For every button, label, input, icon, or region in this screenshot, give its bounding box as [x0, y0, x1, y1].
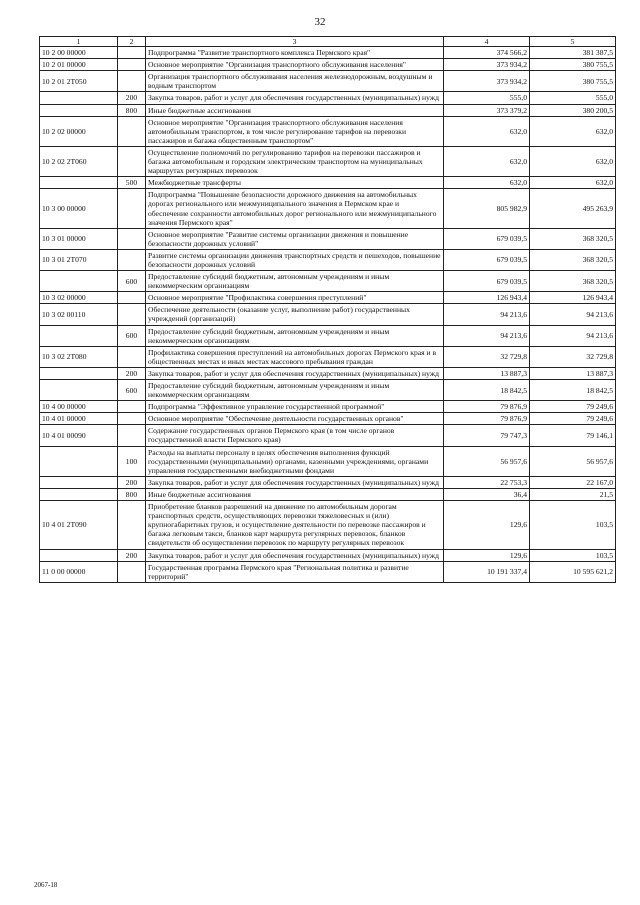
- table-row: [40, 549, 616, 561]
- row-expense-type: 800: [118, 488, 146, 500]
- row-code: 10 3 01 2Т070: [40, 249, 118, 270]
- row-code: [40, 104, 118, 116]
- row-amount-2: 368 320,5: [530, 228, 616, 249]
- table-row: [40, 413, 616, 425]
- table-row: [40, 228, 616, 249]
- table-header-row: [40, 37, 616, 47]
- row-expense-type: [118, 401, 146, 413]
- table-body: [40, 47, 616, 583]
- row-name: Профилактика совершения преступлений на автомобильных дорогах Пермского края и в общественных местах и иных местах массового пребывания граждан: [146, 346, 444, 367]
- row-name: Предоставление субсидий бюджетным, автономным учреждениям и иным некоммерческим организациям: [146, 325, 444, 346]
- row-expense-type: [118, 47, 146, 59]
- row-expense-type: 600: [118, 325, 146, 346]
- row-name: Закупка товаров, работ и услуг для обеспечения государственных (муниципальных) нужд: [146, 367, 444, 379]
- table-row: [40, 116, 616, 146]
- row-amount-1: 79 876,9: [444, 401, 530, 413]
- row-expense-type: [118, 346, 146, 367]
- row-expense-type: 600: [118, 271, 146, 292]
- row-name: Предоставление субсидий бюджетным, автономным учреждениям и иным некоммерческим организациям: [146, 380, 444, 401]
- row-code: [40, 325, 118, 346]
- row-amount-1: 374 566,2: [444, 47, 530, 59]
- row-expense-type: [118, 189, 146, 228]
- table-row: [40, 304, 616, 325]
- row-amount-2: 79 249,6: [530, 401, 616, 413]
- row-name: Государственная программа Пермского края "Региональная политика и развитие территорий": [146, 561, 444, 582]
- budget-table: [39, 36, 616, 583]
- row-amount-1: 679 039,5: [444, 271, 530, 292]
- row-amount-2: 22 167,0: [530, 476, 616, 488]
- row-code: 10 3 02 00110: [40, 304, 118, 325]
- row-amount-1: 679 039,5: [444, 228, 530, 249]
- row-amount-2: 79 249,6: [530, 413, 616, 425]
- row-amount-1: 18 842,5: [444, 380, 530, 401]
- row-amount-2: 495 263,9: [530, 189, 616, 228]
- row-expense-type: [118, 116, 146, 146]
- row-amount-1: 679 039,5: [444, 249, 530, 270]
- row-amount-2: 380 755,5: [530, 59, 616, 71]
- row-expense-type: [118, 146, 146, 176]
- row-code: [40, 177, 118, 189]
- row-amount-1: 632,0: [444, 146, 530, 176]
- row-expense-type: [118, 304, 146, 325]
- row-expense-type: 200: [118, 476, 146, 488]
- row-amount-1: 555,0: [444, 92, 530, 104]
- row-name: Подпрограмма "Эффективное управление государственной программой": [146, 401, 444, 413]
- row-amount-2: 555,0: [530, 92, 616, 104]
- row-expense-type: 100: [118, 446, 146, 476]
- footer-document-code: 2067-18: [34, 881, 58, 889]
- row-code: 10 4 01 00090: [40, 425, 118, 446]
- row-amount-2: 126 943,4: [530, 292, 616, 304]
- table-row: [40, 346, 616, 367]
- row-amount-1: 129,6: [444, 549, 530, 561]
- row-expense-type: [118, 228, 146, 249]
- row-amount-2: 381 387,5: [530, 47, 616, 59]
- row-amount-2: 79 146,1: [530, 425, 616, 446]
- table-row: [40, 476, 616, 488]
- row-expense-type: 600: [118, 380, 146, 401]
- row-amount-2: 368 320,5: [530, 271, 616, 292]
- row-expense-type: [118, 413, 146, 425]
- row-expense-type: [118, 292, 146, 304]
- row-amount-1: 13 887,3: [444, 367, 530, 379]
- table-row: [40, 271, 616, 292]
- row-expense-type: 200: [118, 367, 146, 379]
- table-row: [40, 189, 616, 228]
- row-amount-1: 373 934,2: [444, 71, 530, 92]
- row-name: Основное мероприятие "Обеспечение деятельности государственных органов": [146, 413, 444, 425]
- table-row: [40, 325, 616, 346]
- row-name: Иные бюджетные ассигнования: [146, 104, 444, 116]
- row-expense-type: [118, 71, 146, 92]
- table-row: [40, 249, 616, 270]
- table-row: [40, 446, 616, 476]
- table-row: [40, 367, 616, 379]
- table-row: [40, 59, 616, 71]
- row-name: Содержание государственных органов Пермского края (в том числе органов государственной власти Пермского края): [146, 425, 444, 446]
- row-amount-1: 129,6: [444, 501, 530, 549]
- row-name: Основное мероприятие "Развитие системы организации движения и повышение безопасности дорожных условий": [146, 228, 444, 249]
- row-expense-type: 200: [118, 549, 146, 561]
- row-expense-type: [118, 501, 146, 549]
- row-name: Основное мероприятие "Организация транспортного обслуживания населения": [146, 59, 444, 71]
- row-code: 10 4 01 00000: [40, 413, 118, 425]
- row-name: Основное мероприятие "Организация транспортного обслуживания населения автомобильным транспортом, в том числе регулирование тарифов на перевозки пассажиров и багажа общественным транспортом": [146, 116, 444, 146]
- table-row: [40, 401, 616, 413]
- column-header-amount-1: 4: [444, 37, 530, 47]
- row-amount-1: 632,0: [444, 177, 530, 189]
- column-header-amount-2: 5: [530, 37, 616, 47]
- row-amount-1: 94 213,6: [444, 325, 530, 346]
- row-expense-type: 200: [118, 92, 146, 104]
- table-row: [40, 380, 616, 401]
- row-expense-type: 800: [118, 104, 146, 116]
- row-amount-1: 632,0: [444, 116, 530, 146]
- row-name: Расходы на выплаты персоналу в целях обеспечения выполнения функций государственными (муниципальными) органами, казенными учреждениями, органами управления государственными внебюджетными фондами: [146, 446, 444, 476]
- row-code: [40, 271, 118, 292]
- row-amount-2: 18 842,5: [530, 380, 616, 401]
- row-amount-1: 36,4: [444, 488, 530, 500]
- row-expense-type: [118, 425, 146, 446]
- row-name: Иные бюджетные ассигнования: [146, 488, 444, 500]
- row-expense-type: 500: [118, 177, 146, 189]
- table-row: [40, 561, 616, 582]
- row-amount-2: 10 595 621,2: [530, 561, 616, 582]
- row-amount-2: 632,0: [530, 116, 616, 146]
- row-code: 10 3 01 00000: [40, 228, 118, 249]
- table-row: [40, 146, 616, 176]
- table-row: [40, 425, 616, 446]
- row-name: Основное мероприятие "Профилактика совершения преступлений": [146, 292, 444, 304]
- row-amount-1: 373 379,2: [444, 104, 530, 116]
- row-amount-1: 32 729,8: [444, 346, 530, 367]
- row-amount-2: 103,5: [530, 501, 616, 549]
- row-amount-2: 380 200,5: [530, 104, 616, 116]
- row-expense-type: [118, 249, 146, 270]
- row-amount-2: 380 755,5: [530, 71, 616, 92]
- row-amount-1: 79 747,3: [444, 425, 530, 446]
- row-code: [40, 446, 118, 476]
- row-name: Развитие системы организации движения транспортных средств и пешеходов, повышение безопасности дорожных условий: [146, 249, 444, 270]
- row-amount-2: 21,5: [530, 488, 616, 500]
- row-amount-2: 94 213,6: [530, 325, 616, 346]
- row-amount-1: 126 943,4: [444, 292, 530, 304]
- row-amount-1: 22 753,3: [444, 476, 530, 488]
- page-number: 32: [314, 16, 326, 28]
- row-name: Подпрограмма "Развитие транспортного комплекса Пермского края": [146, 47, 444, 59]
- row-amount-2: 632,0: [530, 177, 616, 189]
- table-row: [40, 501, 616, 549]
- table-row: [40, 92, 616, 104]
- table-row: [40, 488, 616, 500]
- row-amount-1: 56 957,6: [444, 446, 530, 476]
- row-amount-1: 373 934,2: [444, 59, 530, 71]
- row-code: 10 4 01 2Т090: [40, 501, 118, 549]
- row-code: 10 2 02 00000: [40, 116, 118, 146]
- row-expense-type: [118, 59, 146, 71]
- row-code: 10 2 02 2Т060: [40, 146, 118, 176]
- table-row: [40, 292, 616, 304]
- row-code: 10 2 01 00000: [40, 59, 118, 71]
- row-name: Закупка товаров, работ и услуг для обеспечения государственных (муниципальных) нужд: [146, 549, 444, 561]
- row-amount-2: 632,0: [530, 146, 616, 176]
- row-code: 10 3 02 00000: [40, 292, 118, 304]
- row-code: 10 3 00 00000: [40, 189, 118, 228]
- row-name: Организация транспортного обслуживания населения железнодорожным, воздушным и водным транспортом: [146, 71, 444, 92]
- row-name: Обеспечение деятельности (оказание услуг, выполнение работ) государственных учреждений (организаций): [146, 304, 444, 325]
- table-row: [40, 104, 616, 116]
- row-name: Подпрограмма "Повышение безопасности дорожного движения на автомобильных дорогах регионального или межмуниципального значения в Пермском крае и обеспечение сохранности автомобильных дорог регионального или межмуниципального значения Пермского края": [146, 189, 444, 228]
- row-amount-2: 56 957,6: [530, 446, 616, 476]
- table-row: [40, 47, 616, 59]
- row-amount-2: 13 887,3: [530, 367, 616, 379]
- row-amount-1: 805 982,9: [444, 189, 530, 228]
- row-code: [40, 549, 118, 561]
- row-code: [40, 92, 118, 104]
- row-code: [40, 367, 118, 379]
- row-name: Осуществление полномочий по регулированию тарифов на перевозки пассажиров и багажа автомобильным и городским электрическим транспортом на муниципальных маршрутах регулярных перевозок: [146, 146, 444, 176]
- table-row: [40, 177, 616, 189]
- column-header-expense-type: 2: [118, 37, 146, 47]
- row-code: 10 4 00 00000: [40, 401, 118, 413]
- row-code: 11 0 00 00000: [40, 561, 118, 582]
- row-name: Предоставление субсидий бюджетным, автономным учреждениям и иным некоммерческим организациям: [146, 271, 444, 292]
- row-amount-2: 32 729,8: [530, 346, 616, 367]
- row-name: Приобретение бланков разрешений на движение по автомобильным дорогам транспортных средств, осуществляющих перевозки тяжеловесных и (или) крупногабаритных грузов, и осуществление деятельности по перевозке пассажиров и багажа легковым такси, бланков карт маршрута регулярных перевозок, бланков свидетельств об осуществлении перевозок по маршруту регулярных перевозок: [146, 501, 444, 549]
- row-amount-1: 10 191 337,4: [444, 561, 530, 582]
- row-code: 10 2 01 2Т050: [40, 71, 118, 92]
- row-code: 10 2 00 00000: [40, 47, 118, 59]
- row-code: [40, 380, 118, 401]
- row-name: Закупка товаров, работ и услуг для обеспечения государственных (муниципальных) нужд: [146, 476, 444, 488]
- row-expense-type: [118, 561, 146, 582]
- row-amount-1: 79 876,9: [444, 413, 530, 425]
- row-amount-2: 103,5: [530, 549, 616, 561]
- table-row: [40, 71, 616, 92]
- row-code: [40, 476, 118, 488]
- row-code: [40, 488, 118, 500]
- row-name: Межбюджетные трансферты: [146, 177, 444, 189]
- row-amount-2: 94 213,6: [530, 304, 616, 325]
- row-amount-1: 94 213,6: [444, 304, 530, 325]
- row-code: 10 3 02 2Т080: [40, 346, 118, 367]
- column-header-name: 3: [146, 37, 444, 47]
- row-amount-2: 368 320,5: [530, 249, 616, 270]
- column-header-code: 1: [40, 37, 118, 47]
- row-name: Закупка товаров, работ и услуг для обеспечения государственных (муниципальных) нужд: [146, 92, 444, 104]
